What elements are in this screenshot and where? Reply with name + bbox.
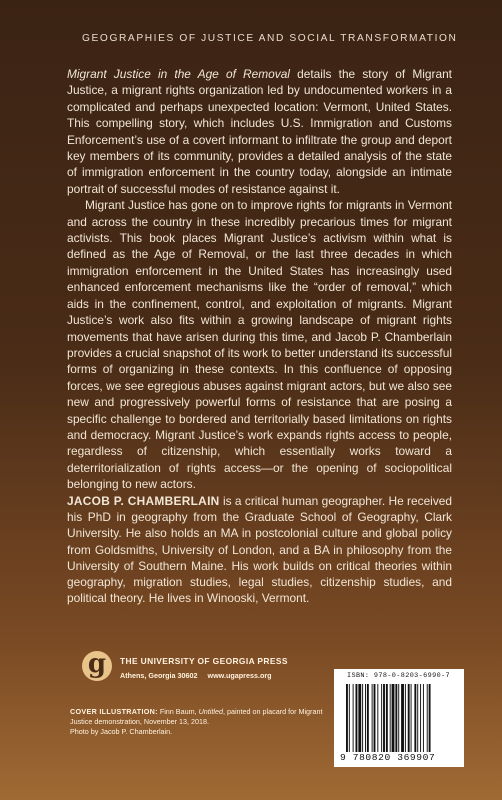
cover-credit-photo: Photo by Jacob P. Chamberlain.	[70, 727, 173, 736]
book-description	[67, 66, 452, 493]
book-title: Migrant Justice in the Age of Removal	[67, 67, 290, 81]
cover-credit-details: , painted on placard for Migrant Justice demonstration, November 13, 2018.	[70, 707, 323, 726]
description-paragraph-2: Migrant Justice has gone on to improve rights for migrants in Vermont and across the country in these incredibly precarious times for migrant activists. This book places Migrant Justice’s activism within what is defined as the Age of Removal, or the last three decades in which immigration enforcement in the United States has increasingly used enhanced enforcement mechanisms like the “order of removal,” which aids in the confinement, control, and exploitation of migrants. Migrant Justice’s work also fits within a growing landscape of migrant rights movements that have arisen during this time, and Jacob P. Chamberlain provides a crucial snapshot of its work to better understand its successful forms of organizing in these contexts. In this confluence of opposing forces, we see egregious abuses against migrant actors, but we also see new and progressively powerful forms of resistance that are posing a specific challenge to bordered and territorially based limitations on rights and democracy. Migrant Justice’s work expands rights access to people, regardless of citizenship, which essentially works toward a deterritorialization of rights access—or the opening of sociopolitical belonging to new actors.	[67, 198, 452, 492]
cover-credit-artist: Finn Baum,	[157, 707, 199, 716]
publisher-address: Athens, Georgia 30602	[120, 671, 198, 680]
series-title: GEOGRAPHIES OF JUSTICE AND SOCIAL TRANSFORMATION	[82, 33, 458, 44]
description-paragraph-1	[67, 66, 452, 197]
barcode-number: 9 780820 369907	[340, 752, 436, 763]
author-bio	[67, 493, 452, 606]
isbn-label: ISBN: 978-0-8203-6990-7	[347, 672, 451, 680]
logo-letter: g	[87, 649, 107, 679]
barcode	[334, 669, 464, 767]
publisher-url: www.ugapress.org	[207, 671, 272, 680]
author-bio-paragraph	[67, 493, 452, 606]
barcode-bars-icon	[346, 684, 452, 752]
publisher-logo-icon	[82, 651, 112, 681]
description-p1-text: details the story of Migrant Justice, a migrant rights organization led by undocumented workers in a complicated and perhaps unexpected location: Vermont, United States. This compelling story, which includes U.S. Immigration and Customs Enforcement’s use of a covert informant to infiltrate the group and deport key members of its community, provides a detailed analysis of the state of immigration enforcement in the country today, alongside an intimate portrait of successful modes of resistance against it.	[67, 67, 452, 196]
cover-credit-text	[70, 707, 325, 727]
cover-credit-work-title: Untitled	[198, 707, 223, 716]
publisher-contact	[120, 671, 272, 680]
publisher-block	[82, 651, 322, 691]
author-name: JACOB P. CHAMBERLAIN	[67, 494, 220, 508]
author-bio-text: is a critical human geographer. He received his PhD in geography from the Graduate School of Geography, Clark University. He also holds an MA in postcolonial culture and global policy from Goldsmiths, University of London, and a BA in philosophy from the University of Southern Maine. His work builds on critical theories within geography, migration studies, legal studies, citizenship studies, and political theory. He lives in Winooski, Vermont.	[67, 494, 452, 606]
publisher-name: THE UNIVERSITY OF GEORGIA PRESS	[120, 656, 288, 666]
cover-credit-label: COVER ILLUSTRATION:	[70, 707, 158, 716]
cover-credit	[70, 707, 325, 737]
